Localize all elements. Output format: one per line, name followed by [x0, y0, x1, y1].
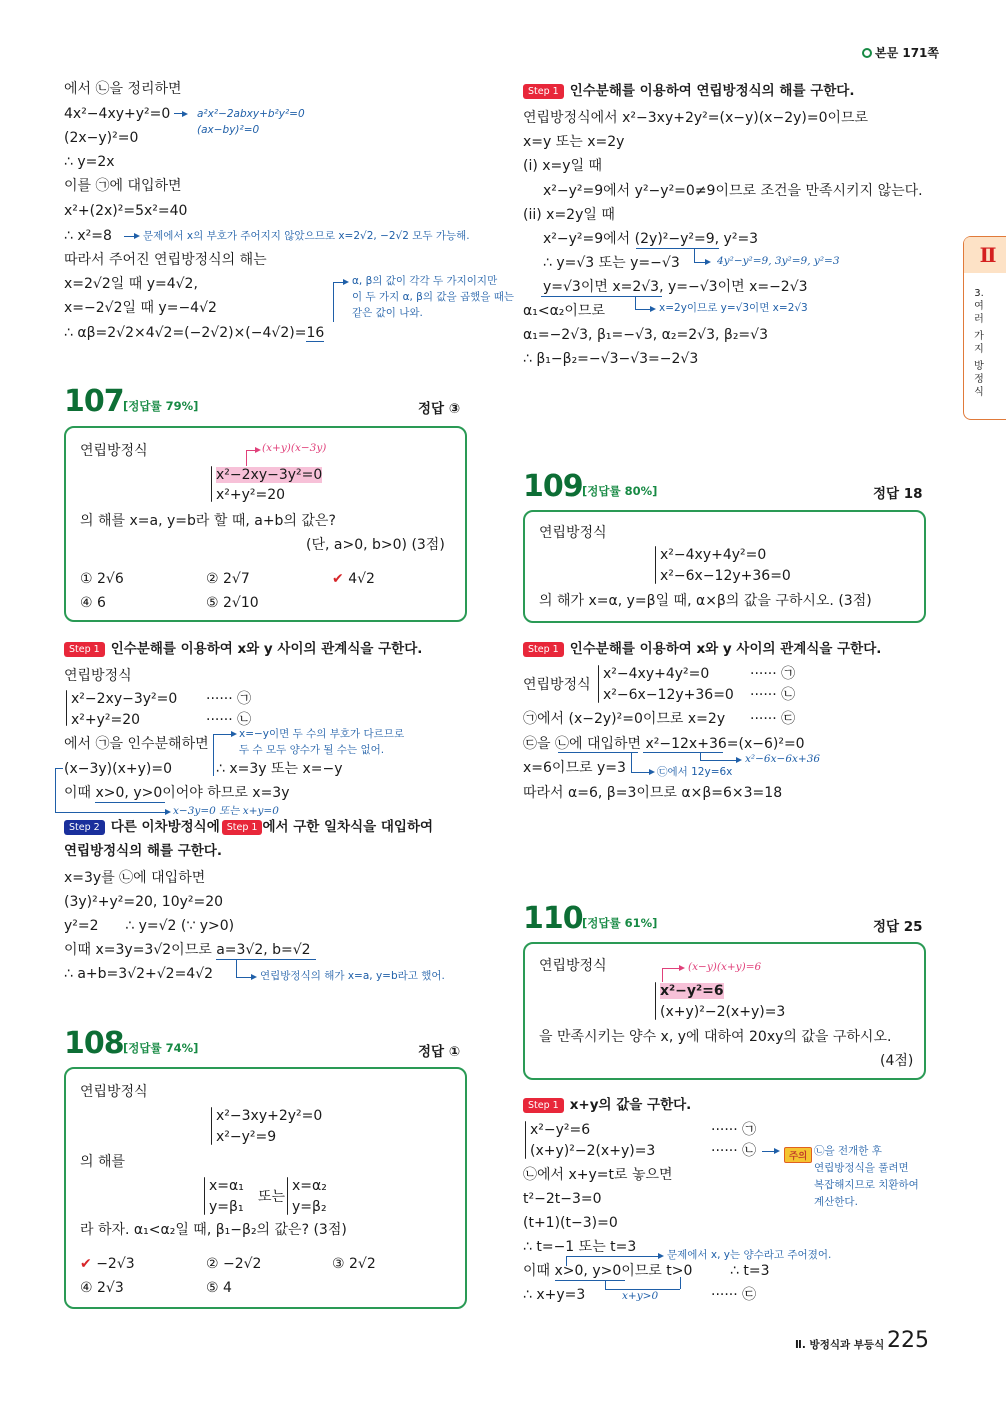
arrow-line — [55, 812, 165, 813]
arrow-line — [246, 450, 247, 466]
text-line: 따라서 α=6, β=3이므로 α×β=6×3=18 — [523, 785, 783, 801]
arrow-right-icon — [343, 279, 349, 285]
text-line: 에서 ㉡을 정리하면 — [64, 81, 182, 97]
step-heading: Step 1 인수분해를 이용하여 x와 y 사이의 관계식을 구한다. — [523, 640, 881, 658]
question-condition: (단, a>0, b>0) (3점) — [306, 537, 445, 553]
underline — [558, 752, 638, 753]
choice-5[interactable]: ⑤ 4 — [206, 1280, 232, 1296]
text-line: 연립방정식 — [523, 677, 591, 693]
text-line: 이를 ㉠에 대입하면 — [64, 178, 182, 194]
answer-label: 정답 ③ — [418, 401, 461, 417]
equation: x²−6x−12y+36=0 — [660, 568, 791, 584]
choice-3-selected[interactable]: ✔ 4√2 — [332, 571, 375, 587]
annotation-note: 연립방정식의 해가 x=a, y=b라고 했어. — [260, 970, 445, 982]
chapter-side-tab — [963, 236, 1006, 420]
equation: x²−y²=6 — [530, 1122, 591, 1138]
annotation-note: 복잡해지므로 치환하여 — [814, 1179, 919, 1191]
page-number: 225 — [887, 1328, 929, 1353]
choice-1-selected[interactable]: ✔ −2√3 — [80, 1256, 135, 1272]
text-line: 연립방정식 — [64, 668, 132, 684]
arrow-right-icon — [658, 1253, 664, 1259]
text-line: ㉠에서 (x−2y)²=0이므로 x=2y — [523, 711, 726, 727]
equation-brace — [287, 1177, 288, 1215]
annotation-note: 같은 값이 나와. — [352, 307, 423, 319]
text-line: 연립방정식 — [80, 1084, 148, 1100]
text-line: x=−2√2일 때 y=−4√2 — [64, 300, 217, 316]
text-line: ∴ x+y=3 — [523, 1287, 586, 1303]
arrow-line — [55, 768, 56, 812]
correct-rate: [정답률 61%] — [582, 916, 658, 930]
equation: y=β₁ — [209, 1199, 244, 1215]
equation: x²−2xy−3y²=0 — [71, 691, 178, 707]
annotation-note: (ax−by)²=0 — [197, 124, 260, 136]
arrow-line — [700, 760, 736, 761]
annotation-note: ㉢에서 12y=6x — [657, 766, 733, 778]
arrow-line — [631, 752, 632, 772]
equation: x²−4xy+4y²=0 — [603, 666, 710, 682]
arrow-right-icon — [705, 259, 711, 265]
arrow-line — [236, 977, 251, 978]
text-line: 의 해를 — [80, 1154, 126, 1170]
arrow-line — [174, 113, 183, 114]
step-heading: Step 1 x+y의 값을 구한다. — [523, 1096, 691, 1114]
text-line: (ii) x=2y일 때 — [523, 207, 615, 223]
arrow-line — [124, 236, 134, 237]
arrow-right-icon — [649, 769, 655, 775]
text-line: ∴ t=−1 또는 t=3 — [523, 1239, 637, 1255]
choice-5[interactable]: ⑤ 2√10 — [206, 595, 259, 611]
arrow-line — [333, 282, 334, 322]
arrow-line — [700, 752, 701, 760]
text-line: 연립방정식 — [80, 443, 148, 459]
question-box — [64, 1067, 467, 1309]
text-line: x=y 또는 x=2y — [523, 134, 625, 150]
arrow-line — [213, 734, 214, 776]
text-line: ∴ y=√3 또는 y=−√3 — [543, 255, 680, 271]
text-line: α₁<α₂이므로 — [523, 303, 605, 319]
underline — [555, 1280, 625, 1281]
question-number: 110 — [523, 901, 583, 936]
equation: x=α₂ — [292, 1178, 327, 1194]
text-line: ∴ x=3y 또는 x=−y — [216, 761, 343, 777]
arrow-line — [662, 968, 663, 982]
text-line: 연립방정식 — [539, 958, 607, 974]
equation-brace — [655, 546, 656, 584]
arrow-line — [680, 1277, 681, 1289]
arrow-line — [213, 734, 231, 735]
warning-badge: 주의 — [784, 1144, 812, 1163]
text-line: 연립방정식에서 x²−3xy+2y²=(x−y)(x−2y)=0이므로 — [523, 110, 869, 126]
arrow-right-icon — [231, 731, 237, 737]
choice-2[interactable]: ② 2√7 — [206, 571, 250, 587]
text-line: ∴ y=2x — [64, 154, 115, 170]
question-text: 라 하자. α₁<α₂일 때, β₁−β₂의 값은? (3점) — [80, 1222, 347, 1238]
text-line: 이때 x>0, y>0이어야 하므로 x=3y — [64, 785, 290, 801]
step-title: 연립방정식의 해를 구한다. — [64, 843, 222, 859]
arrow-line — [635, 296, 636, 309]
arrow-line — [605, 1280, 606, 1289]
text-line: 연립방정식 — [539, 525, 607, 541]
equation-tag: ······ ㉠ — [711, 1122, 757, 1138]
equation-brace — [204, 1177, 205, 1215]
question-number: 109 — [523, 469, 583, 504]
answer-label: 정답 18 — [873, 486, 923, 502]
equation-tag: ······ ㉢ — [711, 1287, 757, 1303]
arrow-line — [333, 282, 343, 283]
annotation-note: α, β의 값이 각각 두 가지이지만 — [352, 275, 498, 287]
arrow-line — [694, 262, 705, 263]
text-line: x²−y²=9에서 (2y)²−y²=9, y²=3 — [543, 231, 759, 247]
equation-tag: ······ ㉡ — [711, 1143, 757, 1159]
step-heading: Step 1 인수분해를 이용하여 x와 y 사이의 관계식을 구한다. — [64, 640, 422, 658]
text-line: ∴ x²=8 — [64, 228, 112, 244]
text-line: t²−2t−3=0 — [523, 1191, 602, 1207]
page-reference: 본문 171쪽 — [862, 44, 939, 61]
equation: x²−2xy−3y²=0 — [216, 467, 323, 483]
step-badge: Step 1 — [222, 820, 263, 835]
equation: (x+y)²−2(x+y)=3 — [530, 1143, 656, 1159]
text-line: ∴ t=3 — [730, 1263, 770, 1279]
annotation-note: (x+y)(x−3y) — [262, 442, 327, 454]
equation-brace — [211, 466, 212, 502]
text-line: α₁=−2√3, β₁=−√3, α₂=2√3, β₂=√3 — [523, 327, 768, 343]
arrow-right-icon — [182, 111, 188, 117]
step-badge: Step 1 — [523, 642, 564, 657]
text-line: (2x−y)²=0 — [64, 130, 139, 146]
underline — [95, 802, 165, 803]
checkmark-icon: ✔ — [332, 571, 344, 587]
text-line: ㉡에서 x+y=t로 놓으면 — [523, 1167, 673, 1183]
equation: x²−4xy+4y²=0 — [660, 547, 767, 563]
arrow-right-icon — [165, 809, 171, 815]
annotation-note: ㉡을 전개한 후 — [814, 1145, 882, 1157]
text-line: y=√3이면 x=2√3, y=−√3이면 x=−2√3 — [543, 279, 808, 295]
text-line: 따라서 주어진 연립방정식의 해는 — [64, 252, 267, 268]
arrow-right-icon — [134, 233, 140, 239]
question-box — [523, 942, 926, 1080]
annotation-note: 두 수 모두 양수가 될 수는 없어. — [239, 744, 385, 756]
choice-2[interactable]: ② −2√2 — [206, 1256, 262, 1272]
question-box — [64, 426, 467, 622]
annotation-note: 4y²−y²=9, 3y²=9, y²=3 — [717, 255, 840, 267]
equation: y=β₂ — [292, 1199, 327, 1215]
equation-brace — [655, 982, 656, 1020]
equation-tag: ······ ㉢ — [750, 711, 796, 727]
question-text: 의 해를 x=a, y=b라 할 때, a+b의 값은? — [80, 513, 336, 529]
choice-3[interactable]: ③ 2√2 — [332, 1256, 376, 1272]
arrow-right-icon — [251, 974, 257, 980]
annotation-note: x²−6x−6x+36 — [745, 753, 821, 765]
text-line: y²=2 ∴ y=√2 (∵ y>0) — [64, 918, 235, 934]
underline — [643, 752, 723, 753]
underline — [541, 296, 662, 297]
text-line: ∴ a+b=3√2+√2=4√2 — [64, 966, 214, 982]
choice-4[interactable]: ④ 6 — [80, 595, 106, 611]
correct-rate: [정답률 80%] — [582, 484, 658, 498]
arrow-right-icon — [774, 1148, 780, 1154]
text-line: (i) x=y일 때 — [523, 158, 603, 174]
annotation-note: x−3y=0 또는 x+y=0 — [173, 805, 279, 817]
text-line: ∴ αβ=2√2×4√2=(−2√2)×(−4√2)=16 — [64, 325, 325, 341]
equation: x²−6x−12y+36=0 — [603, 687, 734, 703]
text-line: x=3y를 ㉡에 대입하면 — [64, 870, 206, 886]
step-badge: Step 1 — [64, 642, 105, 657]
equation-tag: ······ ㉡ — [206, 712, 252, 728]
equation-brace — [211, 1107, 212, 1145]
annotation-note: 문제에서 x의 부호가 주어지지 않았으므로 x=2√2, −2√2 모두 가능해. — [143, 230, 470, 242]
correct-rate: [정답률 74%] — [123, 1041, 199, 1055]
text-line: 이때 x>0, y>0이므로 t>0 — [523, 1263, 693, 1279]
arrow-line — [662, 968, 679, 969]
arrow-right-icon — [736, 757, 742, 763]
annotation-note: x=−y이면 두 수의 부호가 다르므로 — [239, 728, 405, 740]
underline — [216, 959, 316, 960]
step-badge: Step 1 — [523, 1098, 564, 1113]
annotation-note: (x−y)(x+y)=6 — [688, 961, 762, 973]
chapter-side-label: 3. 여 러 가 지 방 정 식 — [974, 288, 984, 398]
arrow-right-icon — [679, 965, 685, 971]
text-line: (x−3y)(x+y)=0 — [64, 761, 172, 777]
text-line: 이때 x=3y=3√2이므로 a=3√2, b=√2 — [64, 942, 311, 958]
chapter-roman: Ⅱ — [964, 237, 1006, 273]
question-text: 의 해가 x=α, y=β일 때, α×β의 값을 구하시오. (3점) — [539, 593, 872, 609]
checkmark-icon: ✔ — [80, 1256, 92, 1272]
equation-tag: ······ ㉠ — [206, 691, 252, 707]
annotation-note: 계산한다. — [814, 1196, 858, 1208]
equation-brace — [598, 665, 599, 703]
arrow-line — [236, 959, 237, 977]
equation-brace — [525, 1121, 526, 1159]
arrow-line — [55, 768, 63, 769]
annotation-note: 문제에서 x, y는 양수라고 주어졌어. — [667, 1249, 832, 1261]
text-line: ∴ β₁−β₂=−√3−√3=−2√3 — [523, 351, 699, 367]
equation: (x+y)²−2(x+y)=3 — [660, 1004, 786, 1020]
arrow-right-icon — [650, 306, 656, 312]
annotation-note: a²x²−2abxy+b²y²=0 — [197, 108, 305, 120]
correct-rate: [정답률 79%] — [123, 399, 199, 413]
text-line: 에서 ㉠을 인수분해하면 — [64, 736, 209, 752]
equation-brace — [66, 690, 67, 726]
text-line: (3y)²+y²=20, 10y²=20 — [64, 894, 224, 910]
text-line: 4x²−4xy+y²=0 — [64, 106, 171, 122]
text-line: x=6이므로 y=3 — [523, 760, 626, 776]
question-number: 107 — [64, 384, 124, 419]
question-points: (4점) — [880, 1053, 914, 1069]
text-line: 또는 — [258, 1189, 286, 1205]
text-line: x²−y²=9에서 y²−y²=0≠9이므로 조건을 만족시키지 않는다. — [543, 183, 923, 199]
text-line: (t+1)(t−3)=0 — [523, 1215, 618, 1231]
arrow-right-icon — [255, 447, 261, 453]
text-line: x=2√2일 때 y=4√2, — [64, 276, 198, 292]
arrow-line — [566, 1256, 658, 1257]
choice-4[interactable]: ④ 2√3 — [80, 1280, 124, 1296]
step-heading: Step 1 인수분해를 이용하여 연립방정식의 해를 구한다. — [523, 82, 854, 100]
choice-1[interactable]: ① 2√6 — [80, 571, 124, 587]
arrow-line — [694, 248, 695, 262]
annotation-note: x+y>0 — [622, 1290, 659, 1302]
circle-outline-icon — [862, 48, 872, 58]
annotation-note: 연립방정식을 풀려면 — [814, 1162, 909, 1174]
equation: x²+y²=20 — [71, 712, 141, 728]
annotation-note: x=2y이므로 y=√3이면 x=2√3 — [659, 302, 808, 314]
question-box — [523, 510, 926, 623]
step-heading: Step 2 다른 이차방정식에 Step 1 에서 구한 일차식을 대입하여 — [64, 818, 433, 836]
arrow-line — [635, 309, 650, 310]
arrow-line — [762, 1151, 774, 1152]
step-badge: Step 1 — [523, 84, 564, 99]
answer-label: 정답 ① — [418, 1044, 461, 1060]
equation: x²−y²=9 — [216, 1129, 277, 1145]
answer-label: 정답 25 — [873, 919, 923, 935]
step-badge: Step 2 — [64, 820, 105, 835]
equation-tag: ······ ㉠ — [750, 666, 796, 682]
equation-tag: ······ ㉡ — [750, 687, 796, 703]
annotation-note: 이 두 가지 α, β의 값을 곱했을 때는 — [352, 291, 515, 303]
text-line: x²+(2x)²=5x²=40 — [64, 203, 188, 219]
footer-chapter: Ⅱ. 방정식과 부등식 — [795, 1339, 885, 1351]
arrow-line — [631, 772, 649, 773]
arrow-line — [246, 450, 255, 451]
underline — [636, 248, 719, 249]
text-line: ㉢을 ㉡에 대입하면 x²−12x+36=(x−6)²=0 — [523, 736, 805, 752]
equation: x²−3xy+2y²=0 — [216, 1108, 323, 1124]
question-text: 을 만족시키는 양수 x, y에 대하여 20xy의 값을 구하시오. — [539, 1029, 892, 1045]
equation: x²−y²=6 — [660, 983, 724, 999]
question-number: 108 — [64, 1026, 124, 1061]
equation: x=α₁ — [209, 1178, 244, 1194]
equation: x²+y²=20 — [216, 487, 286, 503]
